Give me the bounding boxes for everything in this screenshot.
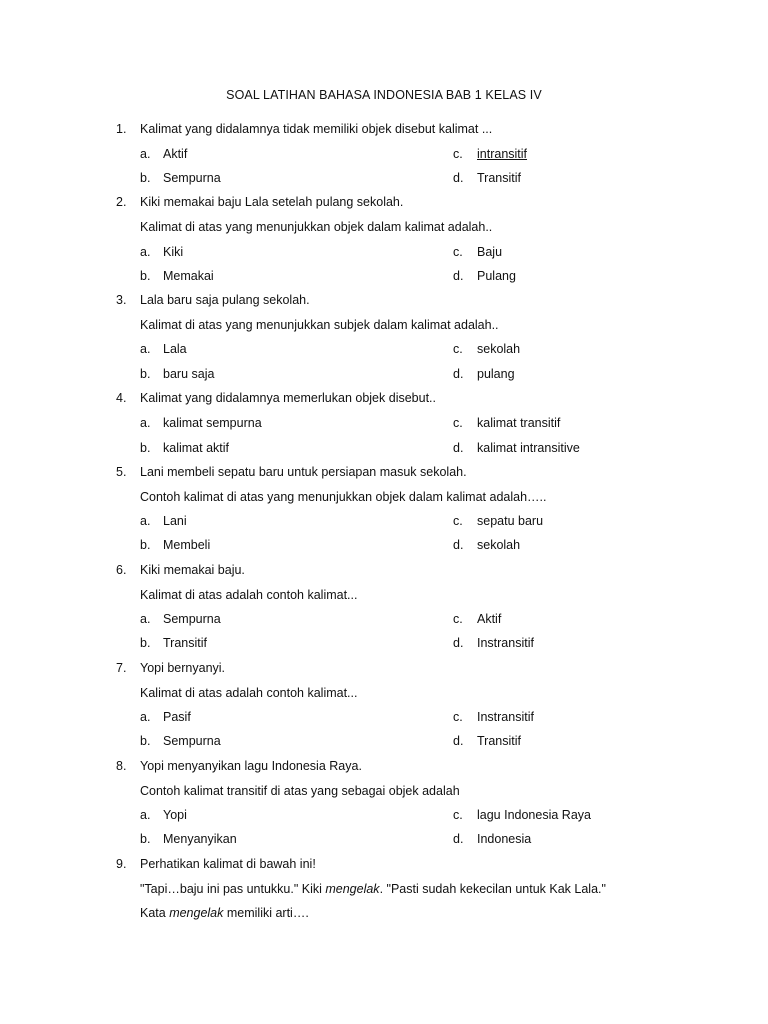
q2-option-c: Baju: [477, 245, 503, 259]
q1-option-a-letter: a.: [140, 147, 151, 161]
quote-part-2: . "Pasti sudah kekecilan untuk Kak Lala.": [379, 882, 606, 896]
q8-option-c-letter: c.: [453, 808, 463, 822]
q5-option-c: sepatu baru: [477, 514, 544, 528]
q1-option-d-letter: d.: [453, 171, 464, 185]
q4-option-d: kalimat intransitive: [477, 441, 580, 455]
q1-option-c-letter: c.: [453, 147, 463, 161]
q7-option-d: Transitif: [477, 734, 521, 748]
q2-option-a-letter: a.: [140, 245, 151, 259]
q7-option-a: Pasif: [163, 710, 191, 724]
question-9-number: 9.: [116, 857, 127, 871]
q4-option-a-letter: a.: [140, 416, 151, 430]
document-title: SOAL LATIHAN BAHASA INDONESIA BAB 1 KELAS IV: [226, 88, 542, 102]
question-1-number: 1.: [116, 122, 127, 136]
quote-part-1: "Tapi…baju ini pas untukku." Kiki: [140, 882, 326, 896]
q4-option-b-letter: b.: [140, 441, 151, 455]
q3-option-a-letter: a.: [140, 342, 151, 356]
question-5-number: 5.: [116, 465, 127, 479]
q7-option-b: Sempurna: [163, 734, 221, 748]
quote-italic-word: mengelak: [325, 882, 380, 896]
question-6-prompt: Kalimat di atas adalah contoh kalimat...: [140, 588, 358, 602]
q5-option-c-letter: c.: [453, 514, 463, 528]
q6-option-a-letter: a.: [140, 612, 151, 626]
q7-option-a-letter: a.: [140, 710, 151, 724]
q1-option-d: Transitif: [477, 171, 521, 185]
question-3-number: 3.: [116, 293, 127, 307]
q5-option-b-letter: b.: [140, 538, 151, 552]
q1-option-a: Aktif: [163, 147, 188, 161]
q4-option-a: kalimat sempurna: [163, 416, 262, 430]
q6-option-d: Instransitif: [477, 636, 534, 650]
q3-option-d-letter: d.: [453, 367, 464, 381]
q4-option-b: kalimat aktif: [163, 441, 229, 455]
q1-option-c: intransitif: [477, 147, 528, 161]
q5-option-a-letter: a.: [140, 514, 151, 528]
question-2-number: 2.: [116, 195, 127, 209]
q5-option-d-letter: d.: [453, 538, 464, 552]
question-8-text: Yopi menyanyikan lagu Indonesia Raya.: [140, 759, 362, 773]
q6-option-c-letter: c.: [453, 612, 463, 626]
q7-option-b-letter: b.: [140, 734, 151, 748]
question-5-prompt: Contoh kalimat di atas yang menunjukkan objek dalam kalimat adalah…..: [140, 490, 547, 504]
q7-option-c: Instransitif: [477, 710, 534, 724]
q3-option-c: sekolah: [477, 342, 521, 356]
q8-option-a-letter: a.: [140, 808, 151, 822]
q6-option-a: Sempurna: [163, 612, 221, 626]
question-6-number: 6.: [116, 563, 127, 577]
prompt-italic-word: mengelak: [169, 906, 224, 920]
q8-option-a: Yopi: [163, 808, 187, 822]
q6-option-b-letter: b.: [140, 636, 151, 650]
q4-option-d-letter: d.: [453, 441, 464, 455]
q8-option-b-letter: b.: [140, 832, 151, 846]
q4-option-c-letter: c.: [453, 416, 463, 430]
question-3-text: Lala baru saja pulang sekolah.: [140, 293, 310, 307]
q3-option-d: pulang: [477, 367, 515, 381]
q2-option-b: Memakai: [163, 269, 214, 283]
question-7-number: 7.: [116, 661, 127, 675]
q6-option-b: Transitif: [163, 636, 207, 650]
q3-option-a: Lala: [163, 342, 187, 356]
q6-option-c: Aktif: [477, 612, 502, 626]
q2-option-d: Pulang: [477, 269, 516, 283]
prompt-part-2: memiliki arti….: [223, 906, 309, 920]
question-2-prompt: Kalimat di atas yang menunjukkan objek dalam kalimat adalah..: [140, 220, 493, 234]
question-9-quote: [140, 882, 606, 896]
q4-option-c: kalimat transitif: [477, 416, 561, 430]
question-9-prompt: [140, 906, 309, 920]
q5-option-a: Lani: [163, 514, 187, 528]
question-6-text: Kiki memakai baju.: [140, 563, 245, 577]
q3-option-c-letter: c.: [453, 342, 463, 356]
question-4-text: Kalimat yang didalamnya memerlukan objek disebut..: [140, 391, 436, 405]
q1-option-b-letter: b.: [140, 171, 151, 185]
prompt-part-1: Kata: [140, 906, 170, 920]
question-7-text: Yopi bernyanyi.: [140, 661, 226, 675]
question-1-text: Kalimat yang didalamnya tidak memiliki objek disebut kalimat ...: [140, 122, 493, 136]
q1-option-b: Sempurna: [163, 171, 221, 185]
q2-option-d-letter: d.: [453, 269, 464, 283]
q8-option-c: lagu Indonesia Raya: [477, 808, 591, 822]
q2-option-a: Kiki: [163, 245, 184, 259]
question-2-text: Kiki memakai baju Lala setelah pulang sekolah.: [140, 195, 404, 209]
q8-option-d: Indonesia: [477, 832, 532, 846]
q8-option-d-letter: d.: [453, 832, 464, 846]
question-8-number: 8.: [116, 759, 127, 773]
q8-option-b: Menyanyikan: [163, 832, 237, 846]
q5-option-d: sekolah: [477, 538, 521, 552]
q3-option-b: baru saja: [163, 367, 215, 381]
question-8-prompt: Contoh kalimat transitif di atas yang sebagai objek adalah: [140, 784, 460, 798]
question-9-text: Perhatikan kalimat di bawah ini!: [140, 857, 316, 871]
question-3-prompt: Kalimat di atas yang menunjukkan subjek dalam kalimat adalah..: [140, 318, 499, 332]
q7-option-d-letter: d.: [453, 734, 464, 748]
question-4-number: 4.: [116, 391, 127, 405]
q2-option-b-letter: b.: [140, 269, 151, 283]
question-5-text: Lani membeli sepatu baru untuk persiapan masuk sekolah.: [140, 465, 467, 479]
q2-option-c-letter: c.: [453, 245, 463, 259]
question-7-prompt: Kalimat di atas adalah contoh kalimat...: [140, 686, 358, 700]
q6-option-d-letter: d.: [453, 636, 464, 650]
q3-option-b-letter: b.: [140, 367, 151, 381]
q5-option-b: Membeli: [163, 538, 211, 552]
q7-option-c-letter: c.: [453, 710, 463, 724]
